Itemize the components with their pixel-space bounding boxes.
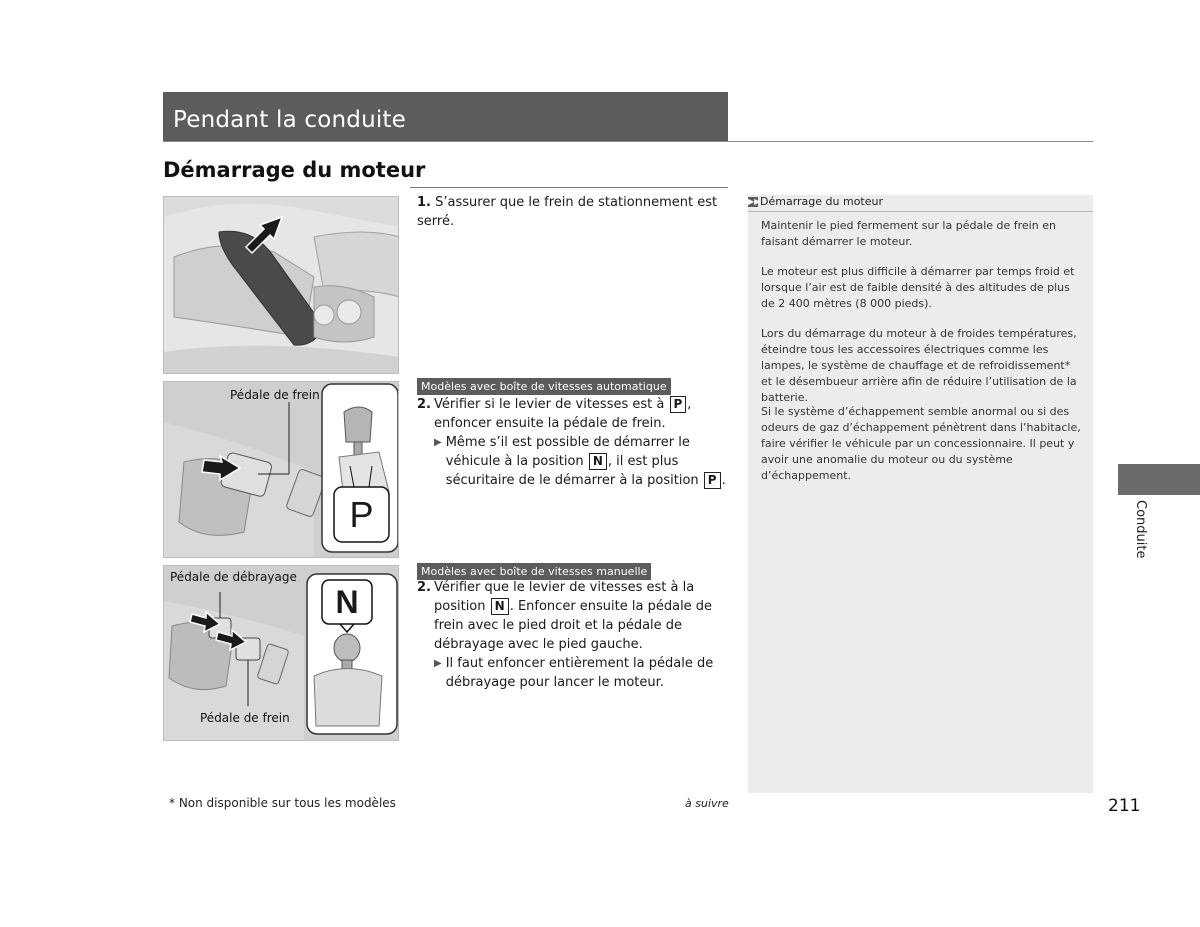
section-title: Pendant la conduite (173, 107, 407, 133)
parking-brake-figure (163, 196, 399, 374)
footnote: * Non disponible sur tous les modèles (169, 796, 396, 810)
automatic-step-text-a: Vérifier si le levier de vitesses est à (434, 397, 665, 412)
manual-step-number: 2. (417, 580, 431, 595)
step-1 (417, 193, 737, 231)
sidebar-paragraph-2: Le moteur est plus difficile à démarrer par temps froid et lorsque l’air est de faible densité à des altitudes de plus de 2 400 mètres (8 000 pieds). (761, 265, 1075, 310)
parking-brake-illustration (164, 197, 399, 374)
chapter-tab[interactable] (1118, 464, 1200, 495)
header-divider (163, 141, 1093, 142)
automatic-note-c: . (721, 473, 726, 488)
park-letter: P (349, 494, 374, 535)
clutch-pedal-label: Pédale de débrayage (170, 570, 297, 584)
step-1-number: 1. (417, 195, 431, 210)
manual-step-2 (417, 578, 729, 692)
manual-brake-pedal-label: Pédale de frein (200, 711, 290, 725)
park-key-icon: P (670, 396, 687, 413)
page-title: Démarrage du moteur (163, 158, 426, 182)
neutral-key-icon: N (589, 453, 607, 470)
note-triangle-icon-2: ▶ (434, 658, 442, 669)
sidebar-heading (748, 195, 1093, 212)
manual-step-text-b: . Enfoncer ensuite la pédale de frein avec le pied droit et la pédale de débrayage avec le pied gauche. (434, 599, 713, 652)
title-divider (410, 187, 728, 188)
automatic-note (417, 433, 729, 490)
park-key-icon-2: P (704, 472, 721, 489)
chapter-label: Conduite (1133, 500, 1148, 559)
automatic-note-a: Même s’il est possible de démarrer le véhicule à la position (445, 435, 690, 469)
note-triangle-icon: ▶ (434, 437, 442, 448)
automatic-step-number: 2. (417, 397, 431, 412)
section-header (163, 92, 728, 141)
manual-figure (163, 565, 399, 741)
sidebar-heading-text: Démarrage du moteur (760, 195, 884, 208)
sidebar-paragraph-4: Si le système d’échappement semble anormal ou si des odeurs de gaz d’échappement pénètrent dans l’habitacle, faire vérifier le véhicule par un concessionnaire. Il peut y avoir une anomalie du moteur ou du système d’échappement. (761, 405, 1081, 482)
neutral-key-icon-2: N (491, 598, 509, 615)
manual-note (417, 654, 729, 692)
step-1-text: S’assurer que le frein de stationnement est serré. (417, 195, 718, 229)
automatic-step-text-b: , enfoncer ensuite la pédale de frein. (434, 397, 692, 431)
continued-indicator: à suivre (685, 797, 729, 810)
automatic-note-b: , il est plus sécuritaire de le démarrer à la position (445, 454, 699, 488)
neutral-letter: N (335, 584, 359, 620)
automatic-figure (163, 381, 399, 558)
brake-pedal-label: Pédale de frein (230, 388, 320, 402)
sidebar-paragraph-1: Maintenir le pied fermement sur la pédale de frein en faisant démarrer le moteur. (761, 219, 1056, 248)
page-number: 211 (1108, 796, 1141, 816)
sidebar-paragraph-3: Lors du démarrage du moteur à de froides températures, éteindre tous les accessoires électriques comme les lampes, le système de chauffage et de refroidissement* et le désembueur arrière afin de réduire l’utilisation de la batterie. (761, 327, 1077, 404)
automatic-step-2 (417, 395, 729, 490)
manual-note-text: Il faut enfoncer entièrement la pédale de débrayage pour lancer le moteur. (445, 656, 714, 690)
manual-step-text-a: Vérifier que le levier de vitesses est à la position (434, 580, 695, 614)
automatic-model-tag: Modèles avec boîte de vitesses automatique (417, 378, 671, 395)
reference-arrow-icon: ▶▶ (748, 197, 761, 206)
manual-model-tag: Modèles avec boîte de vitesses manuelle (417, 563, 651, 580)
